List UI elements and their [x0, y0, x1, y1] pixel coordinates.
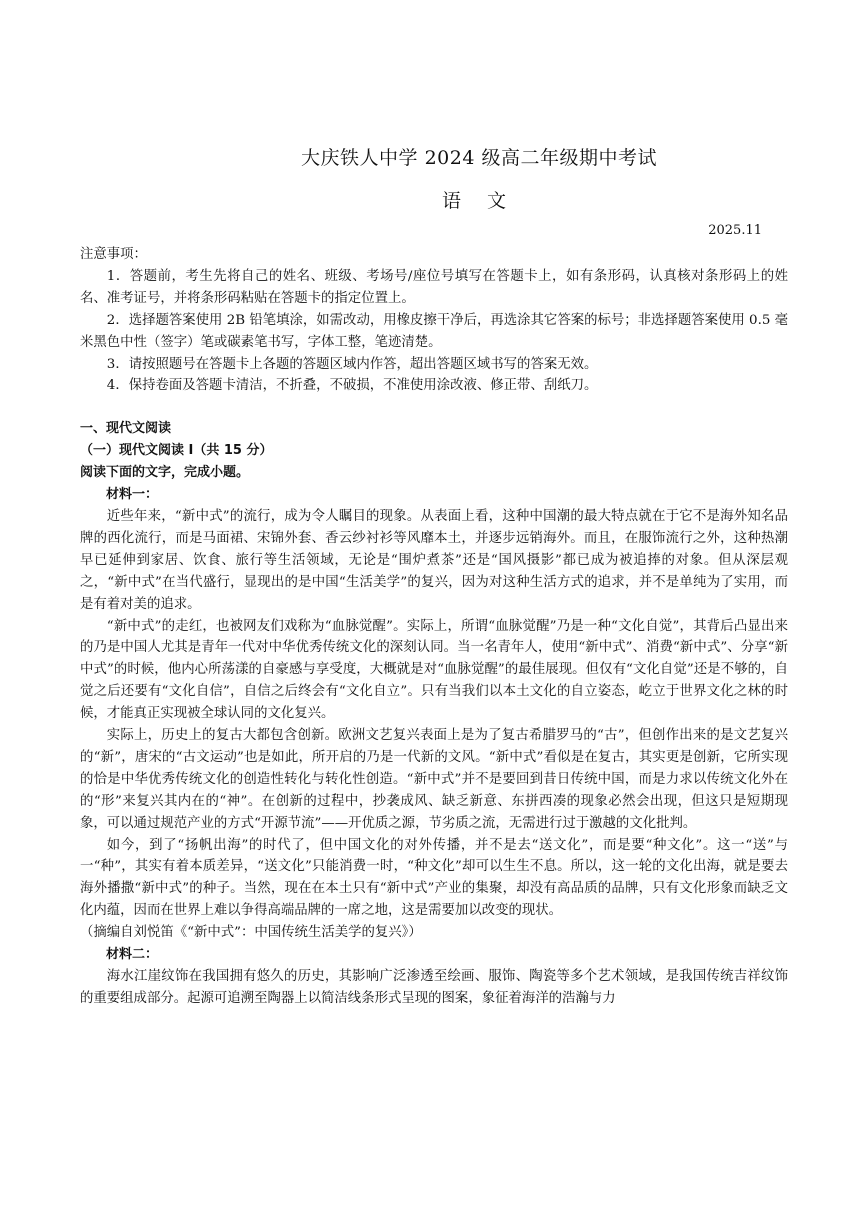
section-subtitle: （一）现代文阅读 I（共 15 分） — [80, 443, 273, 459]
section-instruction: 阅读下面的文字，完成小题。 — [80, 465, 250, 481]
material-1-paragraph: 近些年来，“新中式”的流行，成为令人瞩目的现象。从表面上看，这种中国潮的最大特点就在于它不是海外知名品牌的西化流行，而是马面裙、宋锦外套、香云纱衬衫等风靡本土，并逐步远销海外。而且，在服饰流行之外，这种热潮早已延伸到家居、饮食、旅行等生活领域，无论是“围炉煮茶”还是“国风摄影”都已成为被追捧的对象。但从深层观之，“新中式”在当代盛行，显现出的是中国“生活美学”的复兴，因为对这种生活方式的追求，并不是单纯为了实用，而是有着对美的追求。 — [80, 508, 788, 612]
material-2-paragraph: 海水江崖纹饰在我国拥有悠久的历史，其影响广泛渗透至绘画、服饰、陶瓷等多个艺术领域，是我国传统吉祥纹饰的重要组成部分。起源可追溯至陶器上以简洁线条形式呈现的图案，象征着海洋的浩瀚与力 — [80, 969, 788, 1006]
material-2-label: 材料二： — [106, 947, 159, 963]
exam-date: 2025.11 — [708, 223, 762, 238]
exam-title: 大庆铁人中学 2024 级高二年级期中考试 — [301, 147, 657, 169]
note-item: 1．答题前，考生先将自己的姓名、班级、考场号/座位号填写在答题卡上，如有条形码，认真核对条形码上的姓名、准考证号，并将条形码粘贴在答题卡的指定位置上。 — [80, 268, 788, 306]
spacer — [80, 397, 788, 418]
note-item: 2．选择题答案使用 2B 铅笔填涂，如需改动，用橡皮擦干净后，再选涂其它答案的标号；非选择题答案使用 0.5 毫米黑色中性（签字）笔或碳素笔书写，字体工整，笔迹清楚。 — [80, 312, 788, 350]
notes-heading: 注意事项： — [80, 247, 147, 262]
section-title: 一、现代文阅读 — [80, 421, 172, 437]
material-1-paragraph: 如今，到了“扬帆出海”的时代了，但中国文化的对外传播，并不是去“送文化”，而是要“种文化”。这一“送”与一“种”，其实有着本质差异，“送文化”只能消费一时，“种文化”却可以生生不息。所以，这一轮的文化出海，就是要去海外播撒“新中式”的种子。当然，现在在本土只有“新中式”产业的集聚，却没有高品质的品牌，只有文化形象而缺乏文化内蕴，因而在世界上难以争得高端品牌的一席之地，这是需要加以改变的现状。 — [80, 837, 788, 919]
material-1-label: 材料一： — [106, 487, 159, 503]
material-1-source: （摘编自刘悦笛《“新中式”：中国传统生活美学的复兴》） — [80, 925, 422, 941]
note-item: 4．保持卷面及答题卡清洁，不折叠，不破损，不准使用涂改液、修正带、刮纸刀。 — [106, 378, 598, 394]
material-1-paragraph: 实际上，历史上的复古大都包含创新。欧洲文艺复兴表面上是为了复古希腊罗马的“古”，但创作出来的是文艺复兴的“新”，唐宋的“古文运动”也是如此，所开启的乃是一代新的文风。“新中式”看似是在复古，其实更是创新，它所实现的恰是中华优秀传统文化的创造性转化与转化性创造。“新中式”并不是要回到昔日传统中国，而是力求以传统文化外在的“形”来复兴其内在的“神”。在创新的过程中，抄袭成风、缺乏新意、东拼西凑的现象必然会出现，但这只是短期现象，可以通过规范产业的方式“开源节流”——开优质之源，节劣质之流，无需进行过于激越的文化批判。 — [80, 728, 788, 831]
document-body — [80, 244, 788, 1010]
material-1-paragraph: “新中式”的走红，也被网友们戏称为“血脉觉醒”。实际上，所谓“血脉觉醒”乃是一种“文化自觉”，其背后凸显出来的乃是中国人尤其是青年一代对中华优秀传统文化的深刻认同。当一名青年人，使用“新中式”、消费“新中式”、分享“新中式”的时候，他内心所荡漾的自豪感与享受度，大概就是对“血脉觉醒”的最佳展现。但仅有“文化自觉”还是不够的，自觉之后还要有“文化自信”，自信之后终会有“文化自立”。只有当我们以本土文化的自立姿态，屹立于世界文化之林的时候，才能真正实现被全球认同的文化复兴。 — [80, 618, 788, 722]
subject-title: 语 文 — [441, 190, 517, 212]
note-item: 3．请按照题号在答题卡上各题的答题区域内作答，超出答题区域书写的答案无效。 — [106, 356, 598, 372]
